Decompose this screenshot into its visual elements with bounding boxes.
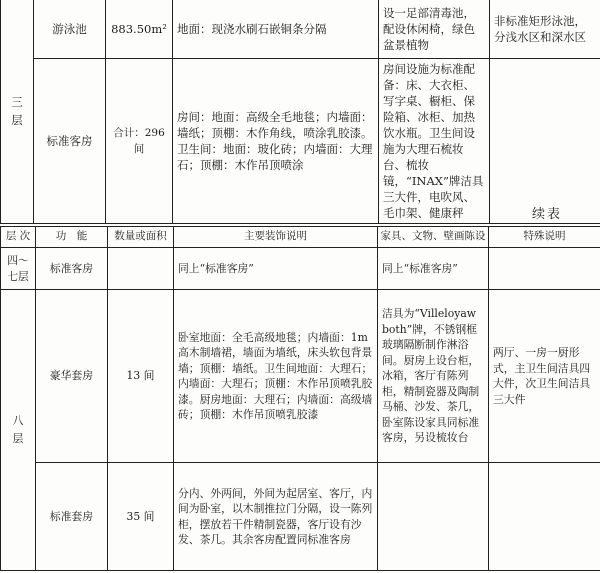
function-cell: 标准套房 bbox=[36, 463, 108, 571]
quantity-cell: 13 间 bbox=[108, 290, 174, 463]
function-cell: 标准客房 bbox=[36, 248, 108, 290]
quantity-cell: 883.50m² bbox=[106, 0, 173, 58]
floor-cell bbox=[1, 0, 34, 223]
header-decoration: 主要装饰说明 bbox=[174, 227, 378, 248]
quantity-cell: 35 间 bbox=[108, 463, 174, 571]
floor-label: 三层 bbox=[11, 95, 23, 128]
decoration-cell: 分内、外两间，外间为起居室、客厅，内间为卧室，以木制推拉门分隔，设一陈列柜，摆放若干件精制瓷器，客厅设有沙发、茶几。其余客房配置同标准客房 bbox=[174, 463, 378, 571]
decoration-cell: 同上“标准客房” bbox=[174, 248, 378, 290]
table-row bbox=[1, 58, 600, 223]
floor-label: 八层 bbox=[12, 414, 24, 445]
header-floor: 层 次 bbox=[1, 227, 36, 248]
floor-4-8-table bbox=[0, 226, 600, 571]
furniture-cell: 设一足部清毒池，配设休闲椅，绿色盆景植物 bbox=[379, 0, 490, 58]
decoration-cell: 房间：地面：高级全毛地毯；内墙面：墙纸；顶棚：木作角线，喷涂乳胶漆。卫生间：地面：玻化砖；内墙面：大理石；顶棚：木作吊顶喷涂 bbox=[173, 58, 379, 223]
floor-cell bbox=[1, 290, 36, 571]
furniture-cell bbox=[378, 463, 489, 571]
floor-cell: 四～七层 bbox=[1, 248, 36, 290]
notes-cell: 非标准矩形泳池，分浅水区和深水区 bbox=[490, 0, 600, 58]
floor-3-table bbox=[0, 0, 600, 224]
header-furniture: 家具、文物、壁画陈设 bbox=[378, 227, 489, 248]
header-quantity: 数量或面积 bbox=[108, 227, 174, 248]
notes-cell bbox=[489, 463, 600, 571]
table-row bbox=[1, 248, 600, 290]
notes-cell: 两厅、一房一厨形式，主卫生间洁具四大件，次卫生间洁具三大件 bbox=[489, 290, 600, 463]
continued-label: 续表 bbox=[532, 207, 563, 222]
function-cell: 豪华套房 bbox=[36, 290, 108, 463]
quantity-cell bbox=[108, 248, 174, 290]
notes-cell bbox=[490, 58, 600, 223]
decoration-cell: 地面：现浇水刷石嵌铜条分隔 bbox=[173, 0, 379, 58]
notes-cell bbox=[489, 248, 600, 290]
furniture-cell: 房间设施为标准配备：床、大衣柜、写字桌、橱柜、保险箱、冰柜、加热饮水瓶。卫生间设施为大理石梳妆台、梳妆镜，“INAX”牌洁具三大件，电吹风、毛巾架、健康秤 bbox=[379, 58, 490, 223]
furniture-cell: 洁具为“Villeloyaw both”牌，不锈钢框玻璃隔断制作淋浴间。厨房上设台柜，冰箱，客厅有陈列柜，精制瓷器及陶制马桶、沙发、茶几，卧室陈设家具同标准客房，另设梳妆台 bbox=[378, 290, 489, 463]
table-row bbox=[1, 290, 600, 463]
table-header-row bbox=[1, 227, 600, 248]
decoration-cell: 卧室地面：全毛高级地毯；内墙面：1m 高木制墙裙，墙面为墙纸，床头软包背景墙；顶棚：墙纸。卫生间地面：大理石；内墙面：大理石；顶棚：木作吊顶喷乳胶漆。厨房地面：大理石；内墙面：高级墙砖；顶棚：木作吊顶喷乳胶漆 bbox=[174, 290, 378, 463]
function-cell: 游泳池 bbox=[34, 0, 106, 58]
header-notes: 特殊说明 bbox=[489, 227, 600, 248]
furniture-cell: 同上“标准客房” bbox=[378, 248, 489, 290]
quantity-cell: 合计：296 间 bbox=[106, 58, 173, 223]
table-row bbox=[1, 463, 600, 571]
function-cell: 标准客房 bbox=[34, 58, 106, 223]
table-row bbox=[1, 0, 600, 58]
header-function: 功 能 bbox=[36, 227, 108, 248]
